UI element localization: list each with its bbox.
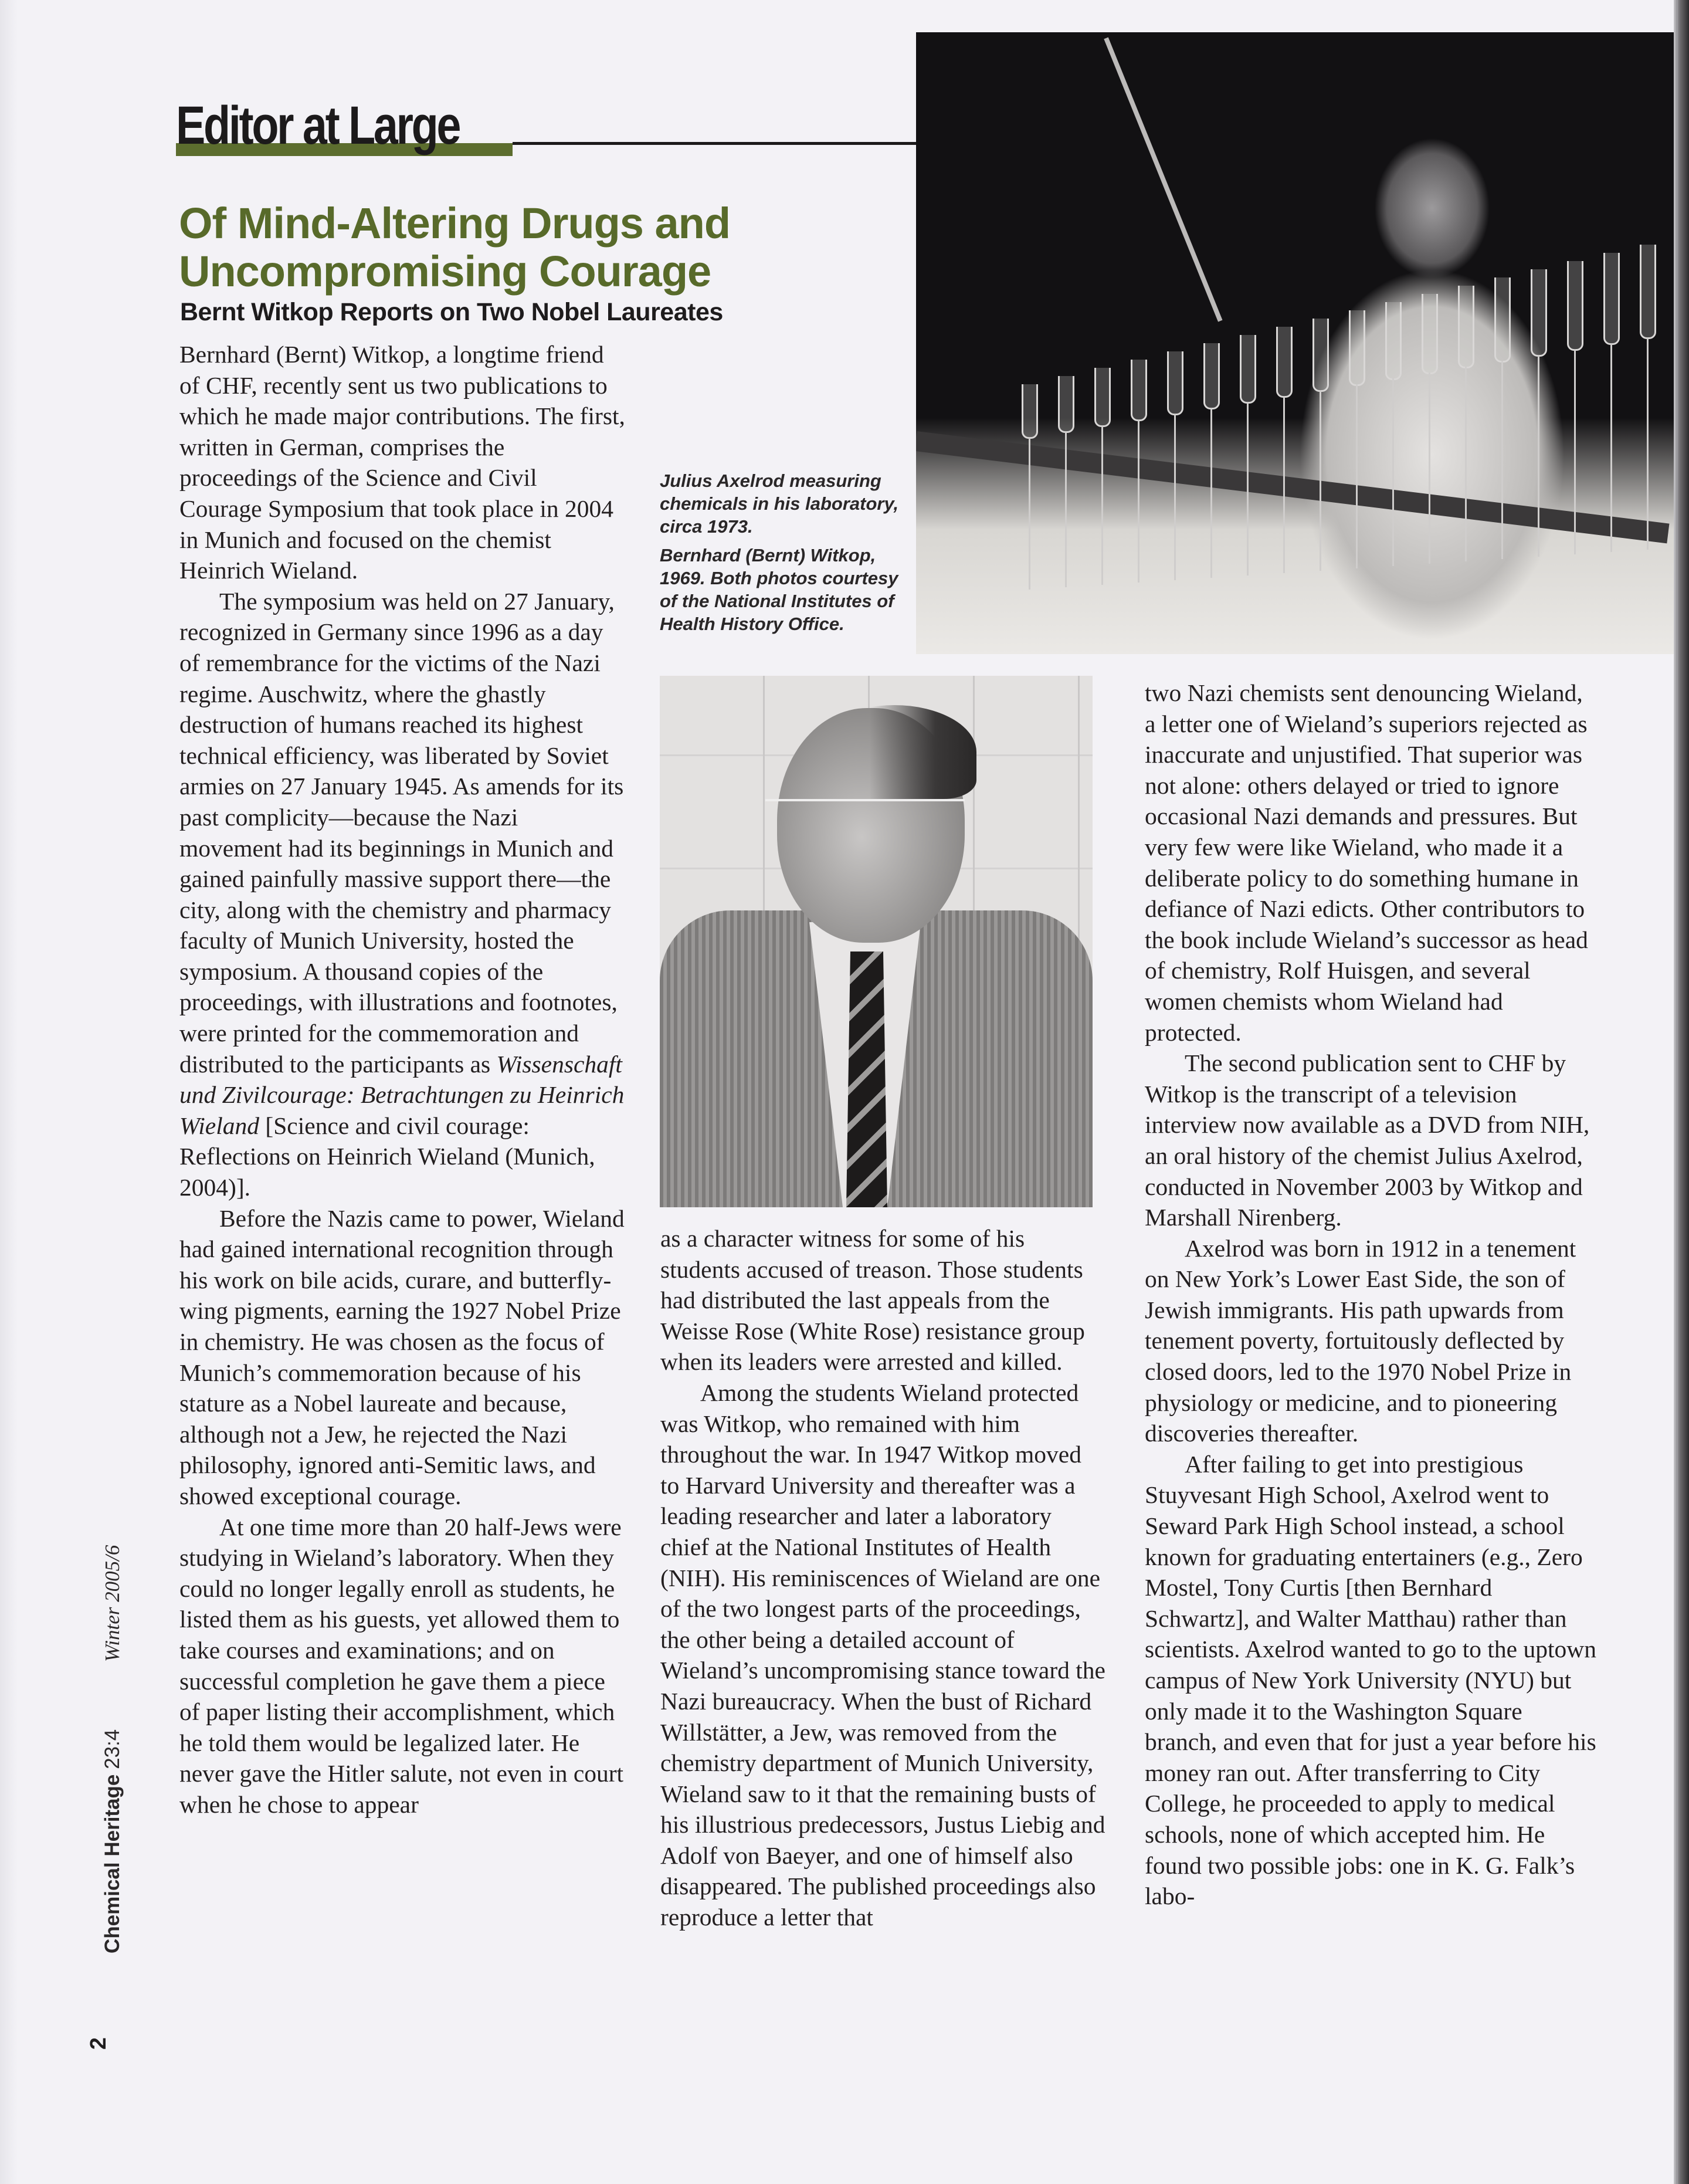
tube-stem xyxy=(1392,378,1394,566)
glass-tube xyxy=(1167,351,1183,415)
glass-tube xyxy=(1094,368,1111,427)
tube-stem xyxy=(1210,408,1212,578)
headline-line-1: Of Mind-Altering Drugs and xyxy=(179,199,731,248)
paragraph: as a character witness for some of his students accused of treason. Those students had distributed the last appeals from the Weisse Rose (White Rose) resistance group when its leaders were arrested and killed. xyxy=(660,1225,1085,1376)
tube-stem xyxy=(1465,367,1467,561)
article-column-1 xyxy=(179,339,625,1820)
paragraph: two Nazi chemists sent denouncing Wieland, a letter one of Wieland’s superiors rejected as inaccurate and unjustified. That superior was not alone: others delayed or tried to ignore occasional Nazi demands and pressures. But very few were like Wieland, who made it a deliberate policy to do something humane in defiance of Nazi edicts. Other contributors to the book include Wieland’s successor as head of chemistry, Rolf Huisgen, and several women chemists whom Wieland had protected. xyxy=(1145,679,1588,1046)
article-column-3 xyxy=(1145,678,1596,1912)
tube-stem xyxy=(1647,337,1649,550)
glass-tube xyxy=(1640,245,1656,339)
tube-stem xyxy=(1610,343,1612,552)
portrait-tie xyxy=(846,952,887,1207)
glass-tube xyxy=(1458,286,1474,368)
portrait-glasses xyxy=(765,799,965,801)
paragraph-text: The symposium was held on 27 January, recognized in Germany since 1996 as a day of remembrance for the victims of the Nazi regime. Auschwitz, where the ghastly destruction of humans reached its highest technical efficiency, was liberated by Soviet armies on 27 January 1945. As amends for its past complicity—because the Nazi movement had its beginnings in Munich and gained painfully massive support there—the city, along with the chemistry and pharmacy faculty of Munich University, hosted the symposium. A thousand copies of the proceedings, with illustrations and footnotes, were printed for the commemoration and distributed to the participants as xyxy=(179,587,624,1078)
tube-stem xyxy=(1429,373,1430,564)
tube-stem xyxy=(1538,355,1539,557)
section-header-rule xyxy=(513,142,923,145)
tube-stem xyxy=(1065,431,1067,587)
glass-tube xyxy=(1349,310,1365,386)
glass-tube xyxy=(1531,269,1547,357)
glass-tube xyxy=(1312,319,1329,392)
portrait-photo xyxy=(660,676,1093,1207)
page-edge xyxy=(0,0,18,2184)
headline-line-2: Uncompromising Courage xyxy=(179,247,711,296)
article-subhead: Bernt Witkop Reports on Two Nobel Laureates xyxy=(180,298,723,326)
tube-stem xyxy=(1138,419,1139,583)
tube-stem xyxy=(1247,402,1249,575)
photo-caption xyxy=(660,469,906,641)
tube-stem xyxy=(1283,396,1285,573)
paragraph: The second publication sent to CHF by Witkop is the transcript of a television interview now available as a DVD from NIH, an oral history of the chemist Julius Axelrod, conducted in November 2003 by Witkop and Marshall Nirenberg. xyxy=(1145,1049,1590,1231)
glass-tube xyxy=(1494,277,1511,363)
caption-portrait-photo: Bernhard (Bernt) Witkop, 1969. Both photos courtesy of the National Institutes of Health History Office. xyxy=(660,545,898,634)
paragraph: Bernhard (Bernt) Witkop, a longtime friend of CHF, recently sent us two publications to which he made major contributions. The first, written in German, comprises the proceedings of the Science and Civil Courage Symposium that took place in 2004 in Munich and focused on the chemist Heinrich Wieland. xyxy=(179,341,625,584)
tube-stem xyxy=(1320,390,1321,571)
paragraph-text: [Science and civil courage: Reflections on Heinrich Wieland (Munich, 2004)]. xyxy=(179,1112,595,1201)
glass-tube xyxy=(1203,343,1220,409)
caption-lab-photo: Julius Axelrod measuring chemicals in his laboratory, circa 1973. xyxy=(660,470,899,537)
glass-tube xyxy=(1058,376,1074,433)
glass-tube xyxy=(1240,335,1256,404)
lab-photo xyxy=(916,32,1674,654)
paragraph: At one time more than 20 half-Jews were studying in Wieland’s laboratory. When they could no longer legally enroll as students, he listed them as his guests, yet allowed them to take courses and examinations; and on successful completion he gave them a piece of paper listing their accomplishment, which he told them would be legalized later. He never gave the Hitler salute, not even in court when he chose to appear xyxy=(179,1513,624,1818)
folio xyxy=(101,1545,124,1953)
issue-number: 23:4 xyxy=(101,1729,124,1769)
glass-tube xyxy=(1022,384,1038,439)
article-headline xyxy=(179,199,883,296)
glass-tube xyxy=(1567,261,1583,351)
paragraph: Before the Nazis came to power, Wieland had gained international recognition through his work on bile acids, curare, and butterfly-wing pigments, earning the 1927 Nobel Prize in chemistry. He was chosen as the focus of Munich’s commemoration because of his stature as a Nobel laureate and because, although not a Jew, he rejected the Nazi philosophy, ignored anti-Semitic laws, and showed exceptional courage. xyxy=(179,1204,625,1509)
glass-tube xyxy=(1385,302,1402,380)
magazine-name: Chemical Heritage xyxy=(101,1774,124,1953)
paragraph: Axelrod was born in 1912 in a tenement on New York’s Lower East Side, the son of Jewish immigrants. His path upwards from tenement poverty, fortuitously deflected by closed doors, led to the 1970 Nobel Prize in physiology or medicine, and to pioneering discoveries thereafter. xyxy=(1145,1234,1576,1447)
tube-stem xyxy=(1174,414,1176,580)
paragraph xyxy=(179,586,625,1203)
issue-season: Winter 2005/6 xyxy=(101,1545,124,1662)
glass-tube xyxy=(1276,327,1293,398)
section-header: Editor at Large xyxy=(176,96,460,155)
binding-edge xyxy=(1674,0,1689,2184)
tube-stem xyxy=(1101,425,1103,585)
book-title: Wissenschaft und Zivilcourage: Betrachtungen zu Heinrich Wieland xyxy=(179,1050,625,1139)
article-column-2 xyxy=(660,1223,1106,1933)
tube-stem xyxy=(1501,361,1503,559)
pipette xyxy=(1104,38,1222,322)
paragraph: Among the students Wieland protected was Witkop, who remained with him throughout the war. In 1947 Witkop moved to Harvard University and thereafter was a leading researcher and later a laboratory chief at the National Institutes of Health (NIH). His reminiscences of Wieland are one of the two longest parts of the proceedings, the other being a detailed account of Wieland’s uncompromising stance toward the Nazi bureaucracy. When the bust of Richard Willstätter, a Jew, was removed from the chemistry department of Munich University, Wieland saw to it that the remaining busts of his illustrious predecessors, Justus Liebig and Adolf von Baeyer, and one of himself also disappeared. The published proceedings also reproduce a letter that xyxy=(660,1379,1105,1931)
glass-tube xyxy=(1422,294,1438,374)
tube-stem xyxy=(1574,349,1576,554)
portrait-hair xyxy=(812,705,976,799)
tube-stem xyxy=(1356,384,1358,568)
tube-stem xyxy=(1029,437,1030,590)
glass-tube xyxy=(1603,253,1620,345)
paragraph: After failing to get into prestigious Stuyvesant High School, Axelrod went to Seward Park High School instead, a school known for graduating entertainers (e.g., Zero Mostel, Tony Curtis [then Bernhard Schwartz], and Walter Matthau) rather than scientists. Axelrod wanted to go to the uptown campus of New York University (NYU) but only made it to the Washington Square branch, and even that for just a year before his money ran out. After transferring to City College, he proceeded to apply to medical schools, none of which accepted him. He found two possible jobs: one in K. G. Falk’s labo- xyxy=(1145,1450,1596,1910)
glass-tube xyxy=(1131,360,1147,421)
page-number: 2 xyxy=(86,2037,111,2050)
